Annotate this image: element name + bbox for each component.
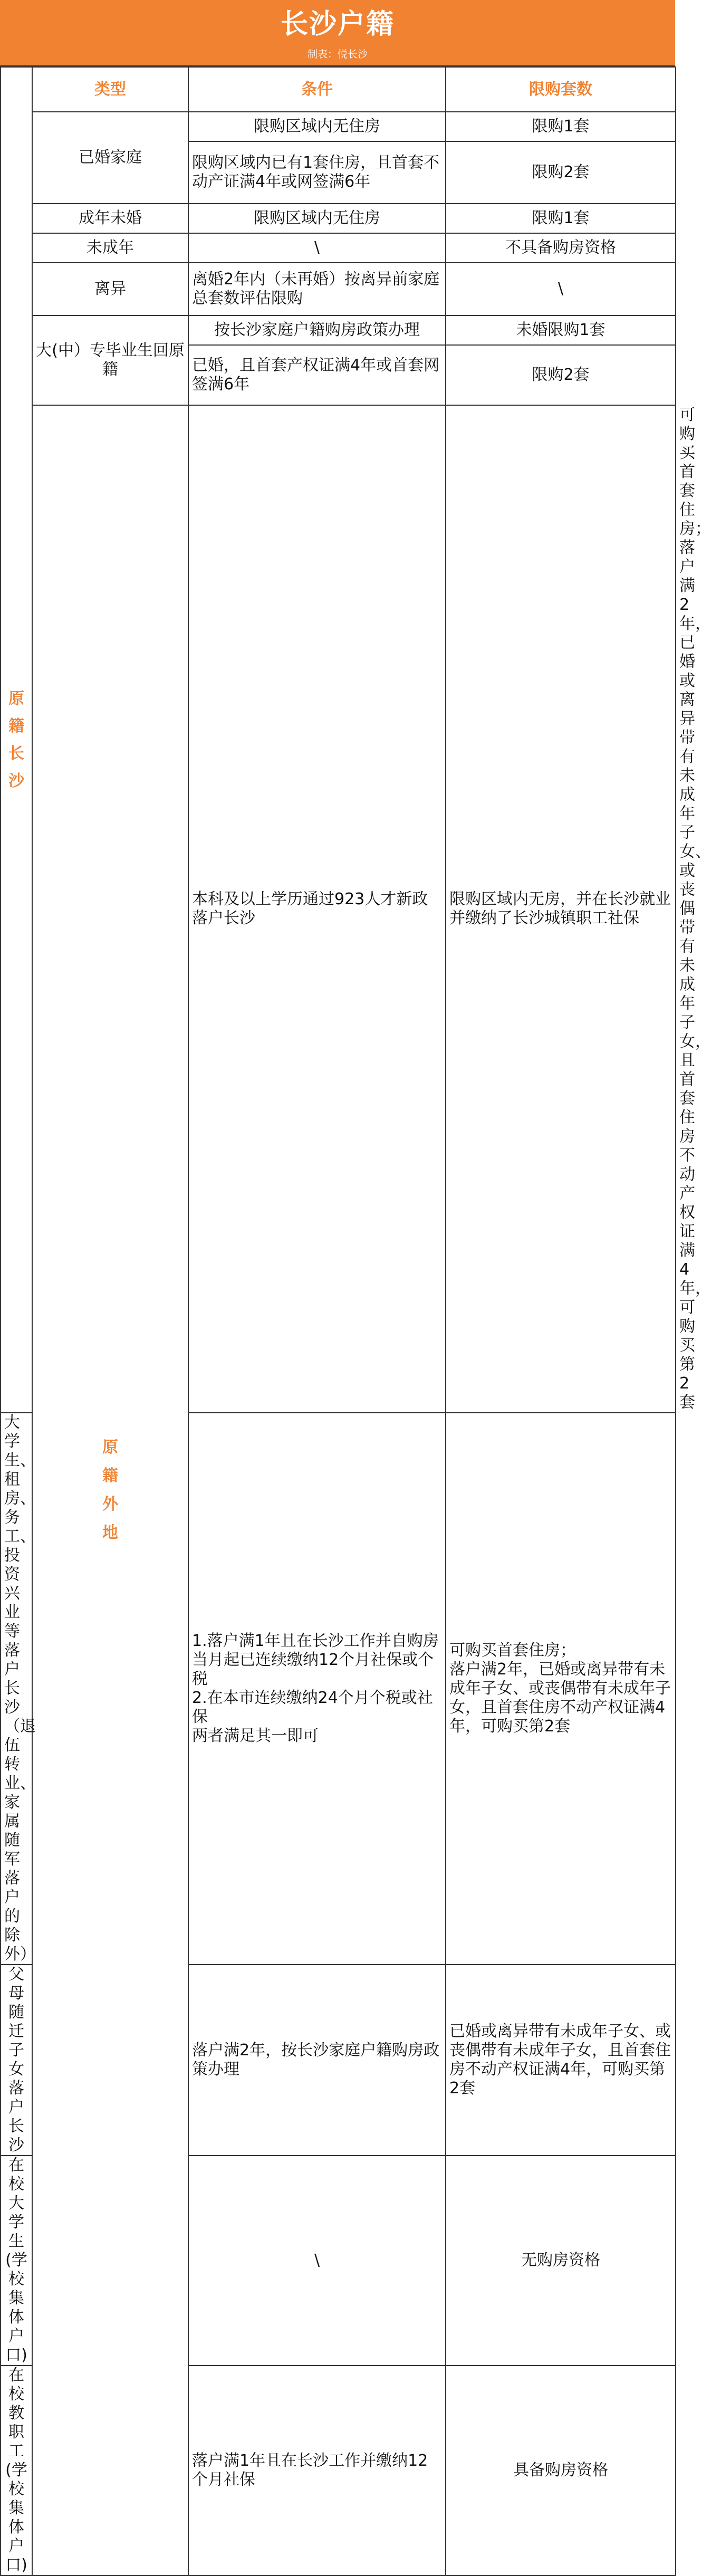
condition-cell: 已婚，且首套产权证满4年或首套网签满6年 bbox=[188, 345, 446, 405]
limit-cell: 可购买首套住房； 落户满2年，已婚或离异带有未成年子女、或丧偶带有未成年子女，且首套住房不动产权证满4年，可购买第2套 bbox=[446, 1413, 676, 1965]
limit-cell: 未婚限购1套 bbox=[446, 315, 676, 345]
type-cell: 父母随迁子女落户长沙 bbox=[1, 1965, 32, 2156]
condition-cell: 按长沙家庭户籍购房政策办理 bbox=[188, 315, 446, 345]
condition-cell: 限购区域内已有1套住房，且首套不动产证满4年或网签满6年 bbox=[188, 141, 446, 204]
type-cell: 已婚家庭 bbox=[32, 112, 188, 204]
title-banner bbox=[0, 0, 675, 66]
condition-cell: \ bbox=[188, 233, 446, 263]
limit-cell: 已婚或离异带有未成年子女、或丧偶带有未成年子女，且首套住房不动产权证满4年，可购买第2套 bbox=[446, 1965, 676, 2156]
limit-cell: 具备购房资格 bbox=[446, 2366, 676, 2575]
group-label-nonlocal: 原 籍 外 地 bbox=[32, 405, 188, 2575]
type-cell: 成年未婚 bbox=[32, 204, 188, 233]
policy-table bbox=[0, 66, 711, 2576]
type-cell: 大学生、租房、务工、投资兴业等落户长沙（退伍转业、家属随军落户的除外） bbox=[1, 1413, 32, 1965]
table-row: 原 籍 外 地 本科及以上学历通过923人才新政落户长沙 限购区域内无房，并在长沙就业并缴纳了长沙城镇职工社保 可购买首套住房； 落户满2年，已婚或离异带有未成年子女、或丧偶带有未成年子女，且首套住房不动产权证满4年，可购买第2套 bbox=[1, 405, 676, 1413]
condition-cell: 离婚2年内（未再婚）按离异前家庭总套数评估限购 bbox=[188, 263, 446, 315]
type-cell: 本科及以上学历通过923人才新政落户长沙 bbox=[188, 405, 446, 1413]
col-header-condition: 条件 bbox=[188, 67, 446, 112]
col-header-type: 类型 bbox=[32, 67, 188, 112]
col-header-limit: 限购套数 bbox=[446, 67, 676, 112]
limit-cell: 不具备购房资格 bbox=[446, 233, 676, 263]
limit-cell: 无购房资格 bbox=[446, 2156, 676, 2366]
type-cell: 在校教职工 (学校集体户口) bbox=[1, 2366, 32, 2575]
limit-cell: \ bbox=[446, 263, 676, 315]
type-cell: 在校大学生 (学校集体户口) bbox=[1, 2156, 32, 2366]
limit-cell: 限购1套 bbox=[446, 204, 676, 233]
group-label-native: 原 籍 长 沙 bbox=[1, 67, 32, 1413]
condition-cell: 限购区域内无住房 bbox=[188, 112, 446, 141]
condition-cell: \ bbox=[188, 2156, 446, 2366]
table-row bbox=[1, 315, 676, 345]
table-row bbox=[1, 204, 676, 233]
condition-cell: 落户满1年且在长沙工作并缴纳12个月社保 bbox=[188, 2366, 446, 2575]
condition-cell: 限购区域内无住房 bbox=[188, 204, 446, 233]
limit-cell: 限购1套 bbox=[446, 112, 676, 141]
limit-cell: 限购2套 bbox=[446, 141, 676, 204]
condition-cell: 限购区域内无房，并在长沙就业并缴纳了长沙城镇职工社保 bbox=[446, 405, 676, 1413]
type-cell: 大(中）专毕业生回原籍 bbox=[32, 315, 188, 405]
type-cell: 未成年 bbox=[32, 233, 188, 263]
page-title: 长沙户籍 bbox=[280, 8, 395, 40]
type-cell: 离异 bbox=[32, 263, 188, 315]
header-row bbox=[1, 67, 676, 112]
table-row bbox=[1, 263, 676, 315]
limit-cell: 限购2套 bbox=[446, 345, 676, 405]
condition-cell: 1.落户满1年且在长沙工作并自购房当月起已连续缴纳12个月社保或个税 2.在本市连续缴纳24个月个税或社保 两者满足其一即可 bbox=[188, 1413, 446, 1965]
condition-cell: 落户满2年，按长沙家庭户籍购房政策办理 bbox=[188, 1965, 446, 2156]
table-credit: 制表：悦长沙 bbox=[307, 49, 368, 60]
table-row bbox=[1, 112, 676, 141]
table-row bbox=[1, 233, 676, 263]
